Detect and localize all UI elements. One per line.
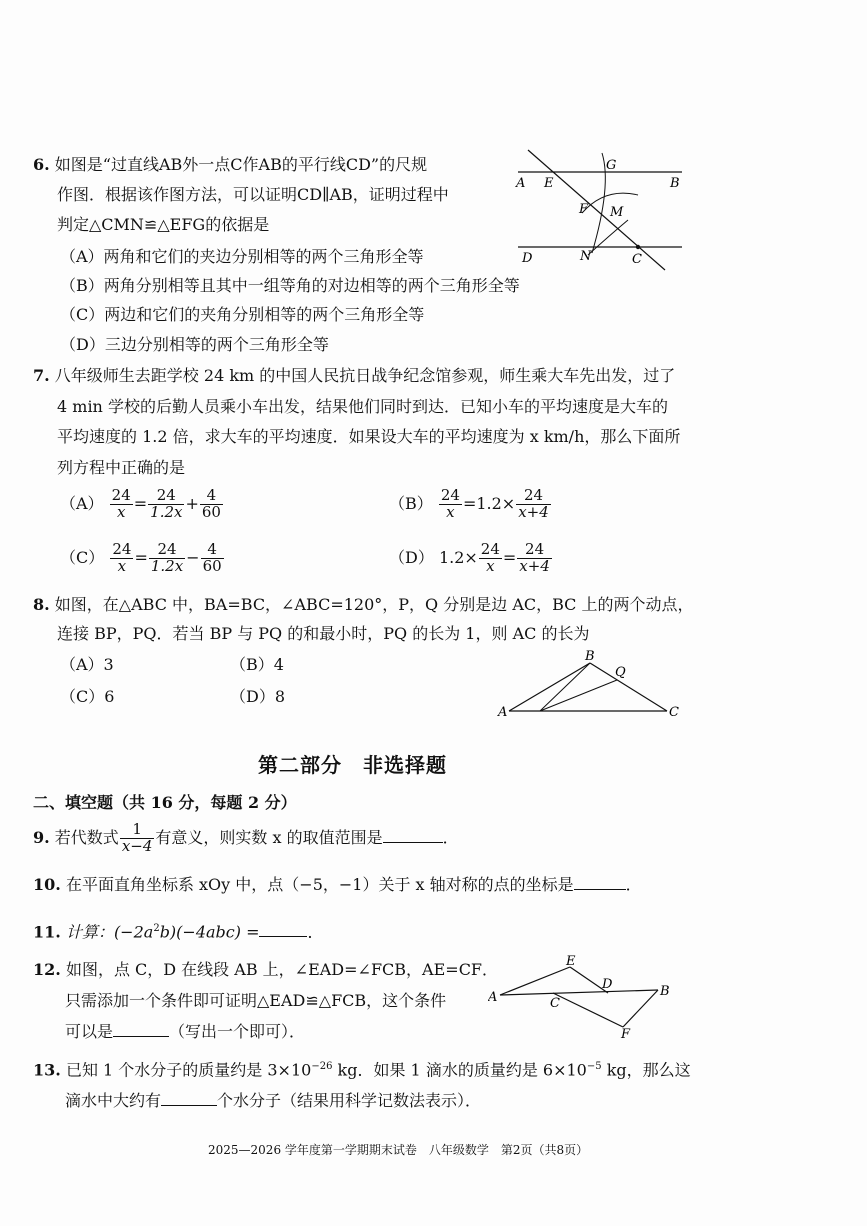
q7-line3: 平均速度的 1.2 倍，求大车的平均速度．如果设大车的平均速度为 x km/h，那么下面所 [57,427,681,446]
q11-mid: b)(−4abc) = [159,922,260,942]
q9-blank[interactable] [383,828,443,843]
q6-label-c: C [632,252,642,267]
q12-line1 [33,955,498,984]
q7-option-c: （C） $\frac{24}{x}$ = $\frac{24}{1.2x}$ − $\frac{4}{60}$ [60,540,222,575]
q12-line3 [65,1017,305,1046]
q11-line: 11. 计算：$(-2a^2b)(-4abc)$ = ． [33,922,324,942]
q7-option-d: （D） 1.2× $\frac{24}{x}$ = $\frac{24}{x+4}$ [389,540,550,575]
q12-label-c: C [550,996,560,1011]
q7-b-frac2: $\frac{24}{x+4}$ [518,486,549,521]
q13-sup2: −5 [586,1061,602,1072]
q6-label-b: B [670,176,680,191]
q10-text: 在平面直角坐标系 xOy 中，点（−5，−1）关于 x 轴对称的点的坐标是 [65,875,574,894]
section2-heading: 二、填空题（共 16 分，每题 2 分） [33,793,297,812]
q7-line4: 列方程中正确的是 [57,458,186,477]
q7-c-frac2: $\frac{24}{1.2x}$ [150,540,184,575]
q6-option-d: （D）三边分别相等的两个三角形全等 [60,335,329,354]
q7-option-a: （A） $\frac{24}{x}$ = $\frac{24}{1.2x}$ + $\frac{4}{60}$ [60,486,221,521]
q12-label-f: F [621,1027,631,1040]
q11-sup: 2 [153,923,160,934]
q6-option-a: （A）两角和它们的夹边分别相等的两个三角形全等 [60,247,424,266]
q8-label-b: B [585,649,595,664]
q9-frac: $\frac{1}{x-4}$ [121,820,153,855]
q11-number: 11. [33,922,61,942]
q12-label-a: A [488,990,498,1005]
q13-sup1: −26 [311,1061,333,1072]
q9-line: 9. 若代数式 $\frac{1}{x-4}$ 有意义，则实数 x 的取值范围是 ． [33,820,459,855]
q6-label-d: D [522,251,533,266]
q8-option-c: （C）6 [60,687,115,706]
q8-line2: 连接 BP，PQ．若当 BP 与 PQ 的和最小时，PQ 的长为 1，则 AC 的长为 [57,624,590,643]
q12-line2: 只需添加一个条件即可证明△EAD≌△FCB，这个条件 [65,991,447,1010]
q6-option-b: （B）两角分别相等且其中一组等角的对边相等的两个三角形全等 [60,276,520,295]
q7-option-b: （B） $\frac{24}{x}$ =1.2× $\frac{24}{x+4}$ [389,486,549,521]
q8-option-a: （A）3 [60,655,114,674]
q7-option-a-label: （A） [60,493,104,513]
q7-d-frac2: $\frac{24}{x+4}$ [519,540,550,575]
q7-option-c-label: （C） [60,547,105,567]
page-footer: 2025—2026 学年度第一学期期末试卷 八年级数学 第2页（共8页） [208,1143,589,1157]
q12-label-d: D [602,977,613,992]
q12-label-b: B [660,984,670,999]
q13-blank[interactable] [161,1091,217,1106]
q6-line1 [33,150,427,179]
q12-figure [488,955,678,1040]
q8-figure [495,648,690,723]
q6-text-1: 如图是“过直线AB外一点C作AB的平行线CD”的尺规 [54,155,428,174]
q7-a-frac1: $\frac{24}{x}$ [111,486,131,521]
q13-mid: kg．如果 1 滴水的质量约是 6×10 [332,1060,587,1080]
q7-d-frac1: $\frac{24}{x}$ [480,540,500,575]
q8-label-a: A [498,705,508,720]
q7-option-b-label: （B） [389,493,433,513]
q7-a-frac3: $\frac{4}{60}$ [201,486,221,521]
part2-title: 第二部分 非选择题 [258,753,447,777]
q9-number: 9. [33,827,50,847]
q13-line2-post: 个水分子（结果用科学记数法表示）． [217,1091,482,1110]
q12-line3-post: （写出一个即可）． [169,1022,306,1041]
q13-line2-pre: 滴水中大约有 [65,1091,162,1110]
q13-number: 13. [33,1060,61,1080]
q7-option-d-label: （D） [389,547,434,567]
q11-pre: 计算：(−2a [65,922,154,942]
q13-line1 [33,1052,691,1084]
q10-line: 10. 在平面直角坐标系 xOy 中，点（−5，−1）关于 x 轴对称的点的坐标是 ． [33,875,642,894]
q6-label-m: M [610,205,624,220]
q7-line1 [33,361,675,390]
q6-line2: 作图．根据该作图方法，可以证明CD∥AB，证明过程中 [57,185,449,204]
q9-pre: 若代数式 [54,827,119,847]
q6-option-c: （C）两边和它们的夹角分别相等的两个三角形全等 [60,305,425,324]
q8-option-d: （D）8 [230,687,286,706]
q6-label-g: G [606,158,617,173]
q8-option-b: （B）4 [230,655,284,674]
q7-c-frac3: $\frac{4}{60}$ [202,540,222,575]
q6-label-n: N [580,249,592,264]
q13-pre: 已知 1 个水分子的质量约是 3×10 [65,1060,312,1080]
q8-number: 8. [33,595,50,614]
q12-line3-pre: 可以是 [65,1022,114,1041]
q7-c-frac1: $\frac{24}{x}$ [112,540,132,575]
q7-text-1: 八年级师生去距学校 24 km 的中国人民抗日战争纪念馆参观，师生乘大车先出发，过了 [54,366,676,385]
q9-post: 有意义，则实数 x 的取值范围是 [155,827,383,847]
q7-b-frac1: $\frac{24}{x}$ [440,486,460,521]
q7-line2: 4 min 学校的后勤人员乘小车出发，结果他们同时到达．已知小车的平均速度是大车的 [57,397,668,416]
q6-line3: 判定△CMN≌△EFG的依据是 [57,215,270,234]
q10-blank[interactable] [574,875,626,890]
q10-number: 10. [33,875,61,894]
q12-number: 12. [33,960,61,979]
q13-post: kg，那么这 [601,1060,691,1080]
q12-text-1: 如图，点 C，D 在线段 AB 上，∠EAD=∠FCB，AE=CF． [65,960,499,979]
q6-label-e: E [544,176,554,191]
q6-label-a: A [516,176,526,191]
q12-label-e: E [566,955,576,969]
q8-label-q: Q [615,665,626,680]
q13-line2 [65,1086,481,1115]
q7-number: 7. [33,366,50,385]
q6-figure [510,145,690,275]
q8-label-c: C [669,705,679,720]
q8-line1 [33,590,694,619]
q7-a-frac2: $\frac{24}{1.2x}$ [150,486,183,521]
q8-text-1: 如图，在△ABC 中，BA=BC，∠ABC=120°，P，Q 分别是边 AC，BC 上的两个动点， [54,595,694,614]
q6-number: 6. [33,155,50,174]
q12-blank[interactable] [113,1022,169,1037]
q6-label-f: F [579,202,589,217]
q11-blank[interactable] [259,922,307,937]
